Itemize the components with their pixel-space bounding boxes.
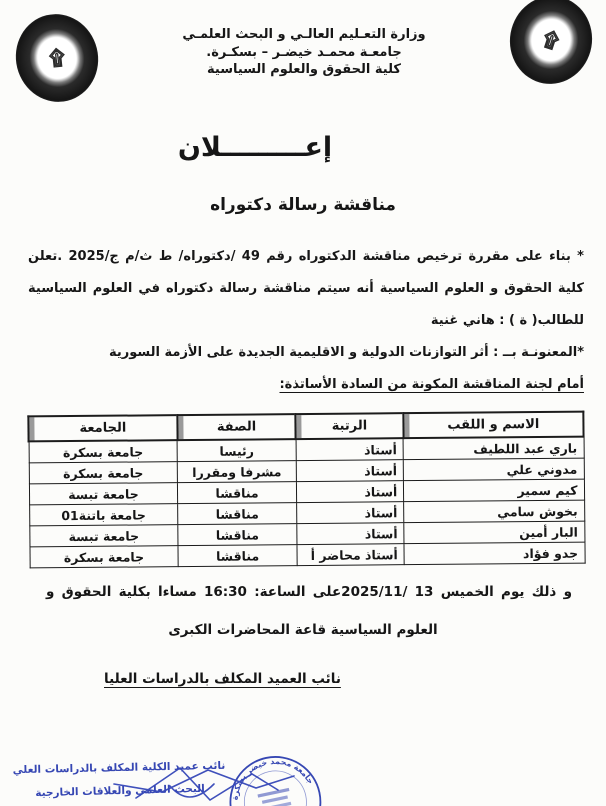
announcement-body — [28, 241, 584, 401]
member-name: البار أمين — [404, 521, 584, 544]
stamp-text-line-2: البحث العلمي والعلاقات الخارجية — [35, 782, 205, 800]
stamp-text-line-1: نائب عميد الكلية المكلف بالدراسات العلي — [12, 759, 226, 777]
committee-table — [27, 411, 585, 569]
member-role: مناقشا — [178, 545, 297, 567]
university-seal-right-icon — [503, 0, 599, 90]
defense-venue-line: العلوم السياسية قاعة المحاضرات الكبرى — [168, 622, 438, 638]
member-university: جامعة تبسة — [29, 483, 178, 505]
member-name: جدو فؤاد — [404, 542, 584, 565]
document-header — [0, 0, 606, 102]
seal-emblem-icon: ۩ — [539, 25, 563, 54]
column-header-role: الصفة — [177, 414, 296, 440]
dean-title: نائب العميد المكلف بالدراسات العليا — [104, 671, 341, 687]
member-rank: أستاذ محاضر أ — [297, 544, 405, 566]
defense-datetime-line — [0, 584, 606, 600]
schedule-middle: على الساعة: — [246, 584, 342, 600]
member-rank: أستاذ — [296, 438, 404, 460]
committee-intro-line: أمام لجنة المناقشة المكونة من السادة الأساتذة: — [279, 377, 584, 392]
member-rank: أستاذ — [297, 523, 405, 545]
column-header-name: الاسم و اللقب — [403, 412, 583, 439]
member-name: باري عبد اللطيف — [403, 437, 583, 460]
member-university: جامعة بسكرة — [29, 462, 178, 484]
member-university: جامعة تبسة — [29, 525, 178, 547]
member-rank: أستاذ — [296, 460, 404, 482]
member-university: جامعة بسكرة — [29, 440, 178, 463]
announcement-subtitle: مناقشة رسالة دكتوراه — [210, 195, 396, 215]
university-seal-left-icon — [7, 5, 108, 110]
member-role: رئيسا — [177, 439, 296, 462]
university-name: جامعـة محمـد خيضـر – بسكـرة. — [206, 44, 402, 60]
member-rank: أستاذ — [296, 502, 404, 524]
ministry-name: وزارة التعـليم العالـي و البحث العلمـي — [182, 27, 426, 42]
member-role: مناقشا — [178, 482, 297, 504]
schedule-suffix: مساءا بكلية الحقوق و — [46, 584, 204, 600]
column-header-university: الجامعة — [28, 415, 177, 441]
table-row — [29, 542, 584, 568]
student-name-line: للطالب( ة ) : هاني غنية — [430, 313, 584, 328]
member-university: جامعة بسكرة — [29, 546, 178, 568]
stamp-seal-text: جامعة محمد خيضر بسكرة — [230, 756, 316, 801]
seal-emblem-icon: ۩ — [47, 44, 67, 71]
body-line-2: كلية الحقوق و العلوم السياسية أنه سيتم مناقشة رسالة دكتوراه في العلوم السياسية — [28, 281, 584, 296]
member-rank: أستاذ — [296, 481, 404, 503]
member-name: مدوني علي — [403, 458, 583, 481]
member-university: جامعة باتنة01 — [29, 504, 178, 526]
handwritten-signature-icon — [110, 760, 300, 806]
member-name: بخوش سامي — [404, 500, 584, 523]
dean-signature-block — [0, 668, 606, 687]
defense-date: 2025/11/ 13 — [341, 584, 434, 600]
faculty-name: كلية الحقوق والعلوم السياسية — [207, 62, 401, 77]
schedule-prefix: و ذلك يوم الخميس — [433, 584, 572, 600]
member-name: كيم سمير — [404, 479, 584, 502]
member-role: مشرفا ومقررا — [178, 461, 297, 483]
thesis-title-line: *المعنونـة بــ : أثر التوازنات الدولية و الاقليمية الجديدة على الأزمة السورية — [109, 345, 584, 360]
body-line-1: * بناء على مقررة ترخيص مناقشة الدكتوراه رقم 49 /دكتوراه/ ط ث/م ج/2025 .تعلن — [28, 249, 584, 264]
member-role: مناقشا — [178, 503, 297, 525]
member-role: مناقشا — [178, 524, 297, 546]
announcement-title: إعـــــــــلان — [177, 132, 333, 163]
header-text-block — [98, 10, 510, 79]
defense-time: 16:30 — [203, 584, 247, 600]
column-header-rank: الرتبة — [296, 413, 404, 439]
